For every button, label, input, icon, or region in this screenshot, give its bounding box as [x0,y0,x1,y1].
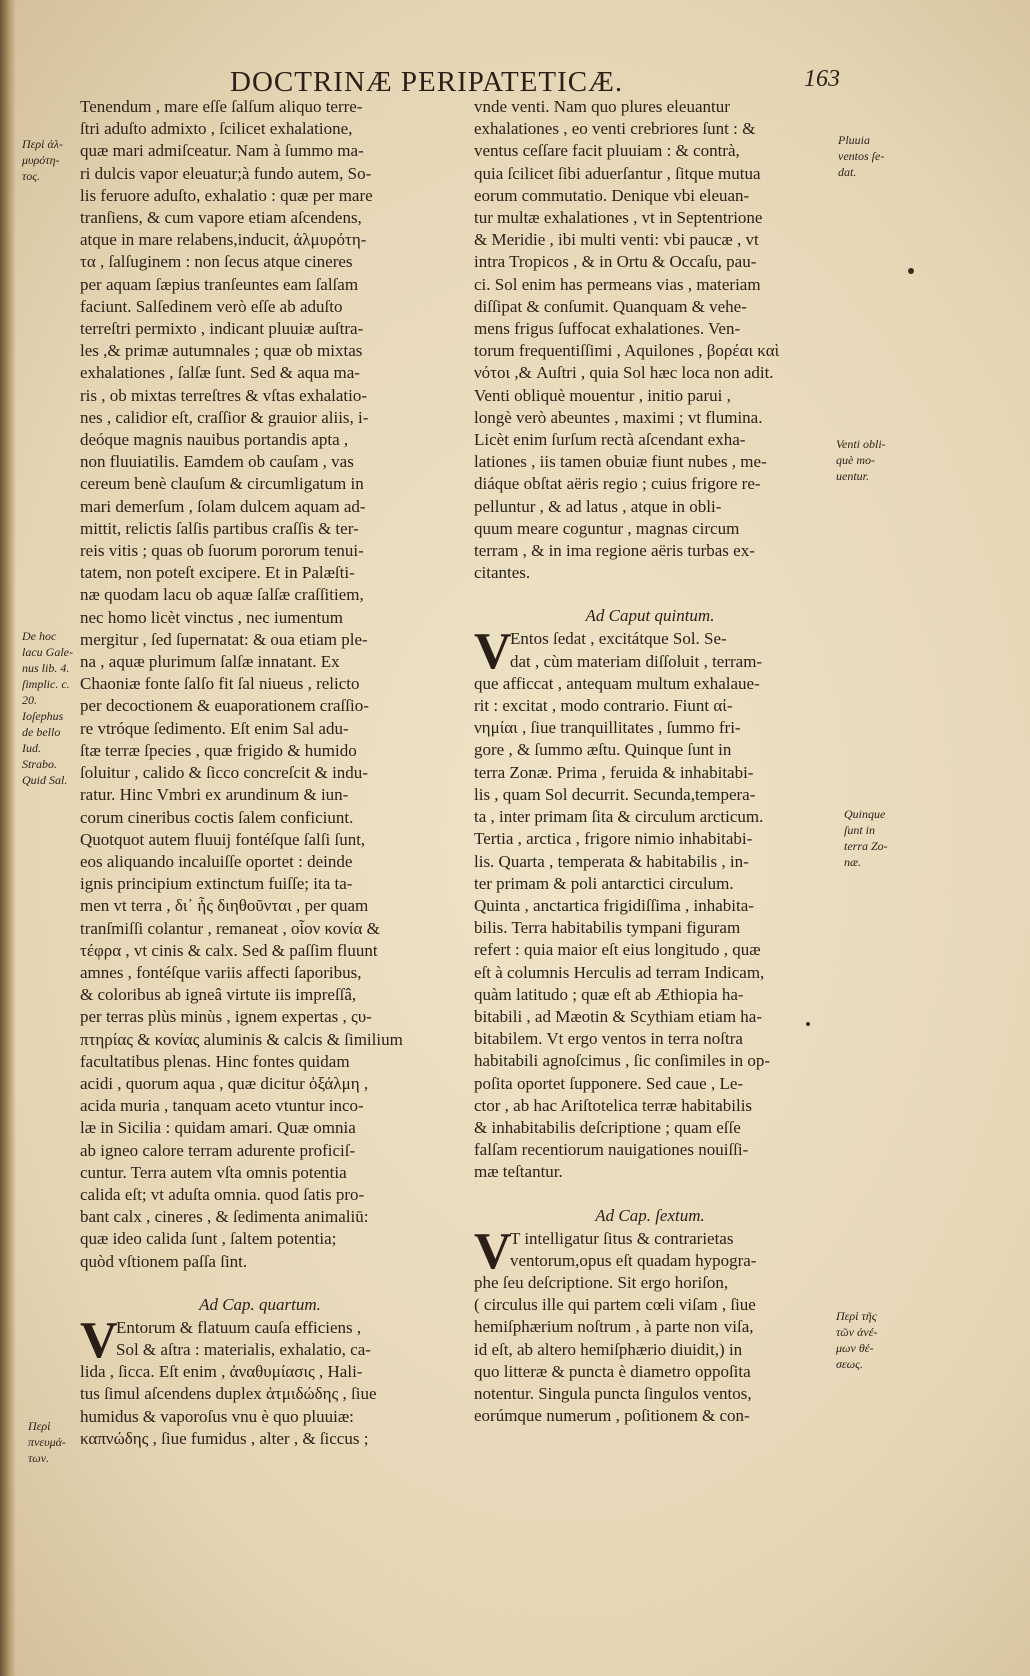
margin-note-line: Quid Sal. [22,773,68,787]
text-line: gore , & ſummo æſtu. Quinque ſunt in [474,740,732,760]
text-line: phe ſeu deſcriptione. Sit ergo horiſon, [474,1272,729,1292]
text-line: per decoctionem & euaporationem craſſio- [80,696,369,716]
text-line: lis , quam Sol decurrit. Secunda,tempera- [474,784,756,804]
margin-note-left-1 [22,136,63,184]
text-line: faciunt. Salſedinem verò eſſe ab aduſto [80,296,343,316]
text-line: & coloribus ab igneâ virtute iis impreſſâ, [80,985,357,1005]
text-line: longè verò abeuntes , maximi ; vt flumina. [474,407,763,427]
text-line: per terras plùs minùs , ignem expertas , ςυ- [80,1007,372,1027]
margin-note-line: 20. [22,693,37,707]
text-line: Licèt enim ſurſum rectà aſcendant exha- [474,430,746,450]
text-line: tatem, non poteſt excipere. Et in Palæſti- [80,563,355,583]
text-line: terra Zonæ. Prima , feruida & inhabitabi- [474,762,754,782]
text-line: quòd vſtionem paſſa ſint. [80,1251,248,1271]
text-line: bant calx , cineres , & ſedimenta animaliū: [80,1207,369,1227]
text-line: eorum commutatio. Denique vbi eleuan- [474,185,750,205]
text-line: intra Tropicos , & in Ortu & Occaſu, pau- [474,252,757,272]
text-line: ventorum,opus eſt quadam hypogra- [510,1250,757,1270]
text-line: tur multæ exhalationes , vt in Septentrione [474,208,763,228]
text-line: νότοι ,& Auſtri , quia Sol hæc loca non adit. [474,363,774,383]
text-line: Tenendum , mare eſſe ſalſum aliquo terre- [80,97,363,116]
margin-note-line: uentur. [836,469,869,483]
text-line: corum cineribus coctis ſalem conficiunt. [80,807,354,827]
text-line: lis feruore aduſto, exhalatio : quæ per mare [80,185,373,205]
margin-note-line: dat. [838,165,857,179]
margin-note-line: terra Zo- [844,839,888,853]
drop-cap-letter: V [80,1311,118,1369]
paragraph-quintum [474,623,826,681]
text-line: ignis principium extinctum fuiſſe; ita ta- [80,874,353,894]
text-line: les ,& primæ autumnales ; quæ ob mixtas [80,341,363,361]
paragraph-opening-lines [510,628,826,672]
margin-note-line: πνευμά- [28,1435,66,1449]
text-line: quæ mari admiſceatur. Nam à ſummo ma- [80,141,364,161]
text-line: ris , ob mixtas terreſtres & vſtas exhalatio- [80,385,368,405]
text-line: τέφρα , vt cinis & calx. Sed & paſſim fluunt [80,940,378,960]
text-line: terram , & in ima regione aëris turbas ex- [474,541,755,561]
margin-note-line: μων θέ- [836,1341,874,1355]
right-text-block-end [474,1272,826,1427]
text-line: læ in Sicilia : quidam amari. Quæ omnia [80,1118,356,1138]
text-line: Entos ſedat , excitátque Sol. Se- [510,629,727,649]
text-line: pelluntur , & ad latus , atque in obli- [474,496,722,516]
margin-note-line: τος. [22,169,41,183]
margin-note-line: ſunt in [844,823,876,837]
text-line: cereum benè clauſum & circumligatum in [80,474,364,494]
text-line: mergitur , ſed ſupernatat: & oua etiam ple- [80,629,368,649]
chapter-heading-quintum: Ad Caput quintum. [585,606,715,626]
right-text-block [474,96,826,584]
text-line: bitabili , ad Mæotin & Scythiam etiam ha- [474,1006,763,1026]
text-line: diſſipat & conſumit. Quanquam & vehe- [474,296,747,316]
text-line: diáque obſtat aëris regio ; cuius frigore re- [474,474,761,494]
text-line: mittit, relictis ſalſis partibus craſſis & ter- [80,518,359,538]
text-line: rit : excitat , modo contrario. Fiunt αἰ- [474,696,733,716]
text-line: reis vitis ; quas ob ſuorum pororum tenui- [80,541,364,561]
text-line: Quotquot autem fluuij fontéſque ſalſi ſunt, [80,829,366,849]
margin-note-line: μυρότη- [22,153,60,167]
margin-note-line: Venti obli- [836,437,886,451]
margin-note-line: Περὶ [28,1419,51,1433]
text-line: quo litteræ & puncta è diametro oppoſita [474,1361,751,1381]
text-line: Tertia , arctica , frigore nimio inhabitabi- [474,829,753,849]
text-line: non fluuiatilis. Eamdem ob cauſam , vas [80,452,354,472]
text-line: bilis. Terra habitabilis tympani figuram [474,918,741,938]
margin-note-line: Quinque [844,807,886,821]
text-line: τα , ſalſuginem : non ſecus atque cineres [80,252,353,272]
text-line: na , aquæ plurimum ſalſæ innatant. Ex [80,652,340,672]
text-line: men vt terra , δι᾽ ἧς διηθοῦνται , per quam [80,896,369,916]
text-line: ventus ceſſare facit pluuiam : & contrà, [474,141,740,161]
left-text-block [80,96,440,1273]
margin-note-line: των. [28,1451,50,1465]
text-line: ratur. Hinc Vmbri ex arundinum & iun- [80,785,349,805]
text-line: tranſiens, & cum vapore etiam aſcendens, [80,208,362,228]
text-line: calida eſt; vt aduſta omnia. quod ſatis pro- [80,1184,365,1204]
text-line: per aquam ſæpius tranſeuntes eam ſalſam [80,274,359,294]
text-line: citantes. [474,563,531,583]
text-line: Entorum & flatuum cauſa efficiens , [116,1317,362,1337]
text-line: ctor , ab hac Ariſtotelica terræ habitabilis [474,1095,753,1115]
binding-shadow [0,0,16,1676]
text-line: νημίαι , ſiue tranquillitates , ſummo fri- [474,718,741,738]
margin-note-line: de bello [22,725,61,739]
text-line: ta , inter primam ſita & circulum arcticum. [474,807,764,827]
text-line: Quinta , anctartica frigidiſſima , inhabita- [474,895,754,915]
text-line: ſoluitur , calido & ſicco concreſcit & indu- [80,763,368,783]
margin-note-line: Περὶ τῆς [836,1309,877,1323]
text-line: acidi , quorum aqua , quæ dicitur ὀξάλμη , [80,1073,369,1093]
text-line: quæ ideo calida ſunt , ſaltem potentia; [80,1229,337,1249]
text-line: refert : quia maior eſt eius longitudo , quæ [474,940,761,960]
paragraph-quartum [80,1311,440,1369]
text-line: deóque magnis nauibus portandis apta , [80,430,349,450]
margin-note-right-2 [836,436,886,484]
text-line: nec homo licèt vinctus , nec iumentum [80,607,343,627]
margin-note-line: nus lib. 4. [22,661,70,675]
text-line: acida muria , tanquam aceto vtuntur inco- [80,1096,364,1116]
left-column [80,96,440,1450]
ink-spot [908,268,914,274]
text-line: cuntur. Terra autem vſta omnis potentia [80,1162,347,1182]
text-line: quia ſcilicet ſibi aduerſantur , ſitque mutua [474,163,761,183]
text-line: ci. Sol enim has permeans vias , materiam [474,274,761,294]
margin-note-line: Περὶ ἁλ- [22,137,63,151]
text-line: falſam recentiorum nauigationes nouiſſi- [474,1140,749,1160]
text-line: ter primam & poli antarctici circulum. [474,873,734,893]
text-line: notentur. Singula puncta ſingulos ventos, [474,1383,752,1403]
text-line: lis. Quarta , temperata & habitabilis , in- [474,851,749,871]
text-line: mens frigus ſuffocat exhalationes. Ven- [474,319,741,339]
text-line: terreſtri permixto , indicant pluuiæ auſtra- [80,319,364,339]
text-line: lida , ſicca. Eſt enim , ἀναθυμίασις , Hali- [80,1362,363,1382]
text-line: eorúmque numerum , poſitionem & con- [474,1406,750,1426]
margin-note-line: lacu Gale- [22,645,73,659]
margin-note-line: Strabo. [22,757,58,771]
margin-note-left-2 [22,628,73,788]
margin-note-line: Pluuia [838,133,870,147]
right-text-block-middle [474,673,826,1184]
text-line: poſita oportet ſupponere. Sed caue , Le- [474,1073,744,1093]
text-line: mari demerſum , ſolam dulcem aquam ad- [80,496,366,516]
margin-note-left-3 [28,1418,66,1466]
text-line: amnes , fontéſque variis affecti ſaporibus, [80,962,362,982]
margin-note-line: σεως. [836,1357,863,1371]
running-title: DOCTRINÆ PERIPATETICÆ. [230,66,624,98]
text-line: næ quodam lacu ob aquæ ſalſæ craſſitiem, [80,585,364,605]
paragraph-opening-lines [116,1317,440,1361]
text-line: tus ſimul aſcendens duplex ἀτμιδώδης , ſiue [80,1384,377,1404]
text-line: ab igneo calore terram adurente proficiſ- [80,1140,356,1160]
margin-note-line: næ. [844,855,862,869]
text-line: id eſt, ab altero hemiſphærio diuidit,) in [474,1339,743,1359]
text-line: humidus & vaporoſus vnu è quo pluuiæ: [80,1406,354,1426]
left-text-block-end [80,1361,440,1450]
margin-note-line: τῶν ἀνέ- [836,1325,878,1339]
text-line: Venti obliquè mouentur , initio parui , [474,385,731,405]
text-line: Sol & aſtra : materialis, exhalatio, ca- [116,1339,371,1359]
margin-note-right-1 [838,132,884,180]
text-line: exhalationes , ſalſæ ſunt. Sed & aqua ma- [80,363,360,383]
chapter-heading-quartum: Ad Cap. quartum. [199,1294,321,1314]
margin-note-line: Iud. [22,741,41,755]
text-line: ri dulcis vapor eleuatur;à fundo autem, So- [80,163,372,183]
text-line: ( circulus ille qui partem cœli viſam , ſiue [474,1295,756,1315]
margin-note-line: ſimplic. c. [22,677,70,691]
text-line: bitabilem. Vt ergo ventos in terra noſtra [474,1029,743,1049]
text-line: dat , cùm materiam diſſoluit , terram- [510,651,763,671]
text-line: que afficcat , antequam multum exhalaue- [474,673,760,693]
margin-note-right-4 [836,1308,877,1372]
text-line: T intelligatur ſitus & contrarietas [510,1228,734,1248]
text-line: nes , calidior eſt, craſſior & grauior aliis, i- [80,407,369,427]
page-number: 163 [804,66,840,92]
text-line: torum frequentiſſimi , Aquilones , βορέαι καὶ [474,341,780,361]
text-line: exhalationes , eo venti crebriores ſunt : & [474,119,756,139]
ink-spot [806,1022,810,1026]
text-line: lationes , iis tamen obuiæ fiunt nubes , me- [474,452,767,472]
right-column [474,96,826,1427]
text-line: atque in mare relabens,inducit, ἁλμυρότη- [80,230,367,250]
text-line: & Meridie , ibi multi venti: vbi paucæ , vt [474,230,759,250]
text-line: & inhabitabilis deſcriptione ; quam eſſe [474,1117,741,1137]
paragraph-sextum [474,1222,826,1280]
text-line: eſt à columnis Herculis ad terram Indicam, [474,962,765,982]
text-line: re vtróque ſedimento. Eſt enim Sal adu- [80,718,349,738]
chapter-heading-sextum: Ad Cap. ſextum. [595,1205,705,1225]
text-line: tranſmiſſi colantur , remaneat , οἷον κονία & [80,918,380,938]
margin-note-line: què mo- [836,453,875,467]
margin-note-line: Ioſephus [22,709,64,723]
margin-note-line: De hoc [22,629,57,643]
text-line: καπνώδης , ſiue fumidus , alter , & ſiccus ; [80,1428,369,1448]
text-line: πτηρίας & κονίας aluminis & calcis & ſimilium [80,1029,403,1049]
margin-note-right-3 [844,806,888,870]
text-line: habitabili agnoſcimus , ſic conſimiles in op- [474,1051,771,1071]
text-line: facultatibus plenas. Hinc fontes quidam [80,1051,350,1071]
drop-cap-letter: V [474,1222,512,1280]
text-line: quum meare coguntur , magnas circum [474,518,740,538]
text-line: mæ teſtantur. [474,1162,563,1182]
drop-cap-letter: V [474,623,512,681]
text-line: quàm latitudo ; quæ eſt ab Æthiopia ha- [474,984,744,1004]
margin-note-line: ventos ſe- [838,149,885,163]
text-line: Chaoniæ fonte ſalſo fit ſal niueus , relicto [80,674,360,694]
text-line: ſtæ terræ ſpecies , quæ frigido & humido [80,740,357,760]
text-line: eos aliquando incaluiſſe oportet : deinde [80,851,353,871]
paragraph-opening-lines [510,1228,826,1272]
text-line: ſtri aduſto admixto , ſcilicet exhalatione, [80,119,353,139]
text-line: hemiſphærium noſtrum , à parte non viſa, [474,1317,754,1337]
text-line: vnde venti. Nam quo plures eleuantur [474,97,730,116]
